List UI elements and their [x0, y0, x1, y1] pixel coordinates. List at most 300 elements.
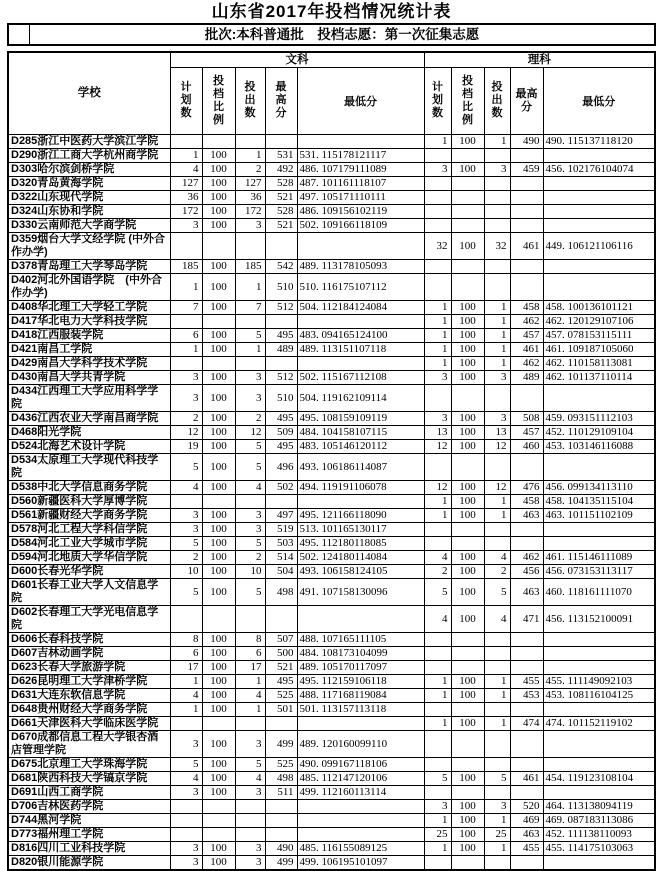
wenke-min-score: 504. 112184124084	[297, 301, 424, 315]
like-ratio: 100	[451, 551, 484, 565]
wenke-min-score	[297, 233, 424, 260]
like-sent-count: 25	[484, 828, 510, 842]
wenke-plan-count: 17	[170, 661, 202, 675]
like-min-score: 490. 115137118120	[543, 135, 655, 149]
wenke-min-score: 497. 105171110111	[297, 191, 424, 205]
like-ratio	[451, 786, 484, 800]
school-name: D706吉林医药学院	[8, 800, 170, 814]
table-row	[8, 772, 655, 786]
like-plan-count	[424, 219, 451, 233]
like-max-score: 489	[510, 371, 543, 385]
sent-label: 投出数	[491, 81, 503, 119]
wenke-max-score: 502	[265, 481, 297, 495]
like-plan-count: 25	[424, 828, 451, 842]
wenke-min-score	[297, 814, 424, 828]
wenke-plan-count: 3	[170, 371, 202, 385]
wenke-sent-count: 1	[235, 703, 265, 717]
like-max-score	[510, 758, 543, 772]
wenke-sent-count	[235, 814, 265, 828]
wenke-max-score: 495	[265, 329, 297, 343]
wenke-ratio: 100	[202, 703, 235, 717]
school-name: D670成都信息工程大学银杏酒店管理学院	[8, 731, 170, 758]
wenke-ratio: 100	[202, 856, 235, 871]
wenke-ratio: 100	[202, 565, 235, 579]
table-row	[8, 731, 655, 758]
school-name: D816四川工业科技学院	[8, 842, 170, 856]
wenke-max-score: 499	[265, 731, 297, 758]
like-max-score: 457	[510, 426, 543, 440]
wenke-plan-count: 4	[170, 772, 202, 786]
wenke-sent-count	[235, 800, 265, 814]
like-min-score	[543, 758, 655, 772]
wenke-min-score: 485. 112147120106	[297, 772, 424, 786]
like-min-score: 453. 108116104125	[543, 689, 655, 703]
wenke-max-score: 496	[265, 454, 297, 481]
like-plan-count: 1	[424, 495, 451, 509]
school-name: D623长春大学旅游学院	[8, 661, 170, 675]
wenke-max-score: 495	[265, 675, 297, 689]
like-min-score: 460. 118161111070	[543, 579, 655, 606]
like-plan-count: 3	[424, 412, 451, 426]
wenke-ratio: 100	[202, 412, 235, 426]
like-min-score	[543, 537, 655, 551]
like-sent-count	[484, 219, 510, 233]
wenke-min-score	[297, 828, 424, 842]
wenke-sent-count: 7	[235, 301, 265, 315]
like-max-score: 458	[510, 495, 543, 509]
like-ratio	[451, 274, 484, 301]
like-max-score: 471	[510, 606, 543, 633]
wenke-ratio	[202, 357, 235, 371]
wenke-plan-count: 4	[170, 163, 202, 177]
like-max-score: 476	[510, 481, 543, 495]
like-ratio: 100	[451, 371, 484, 385]
school-name: D434江西理工大学应用科学学院	[8, 385, 170, 412]
like-min-score	[543, 731, 655, 758]
like-min-score	[543, 856, 655, 871]
wenke-plan-count: 1	[170, 703, 202, 717]
wenke-ratio: 100	[202, 260, 235, 274]
wenke-plan-count: 10	[170, 565, 202, 579]
like-sent-count	[484, 260, 510, 274]
like-sent-count: 1	[484, 301, 510, 315]
wenke-min-score	[297, 315, 424, 329]
like-plan-count: 1	[424, 343, 451, 357]
wenke-sent-count: 172	[235, 205, 265, 219]
wenke-sent-count	[235, 495, 265, 509]
like-ratio: 100	[451, 426, 484, 440]
min-label: 最低分	[582, 96, 616, 108]
wenke-max-score: 489	[265, 343, 297, 357]
like-min-score: 456. 113152100091	[543, 606, 655, 633]
like-sent-count: 3	[484, 163, 510, 177]
like-ratio	[451, 731, 484, 758]
like-ratio: 100	[451, 440, 484, 454]
like-plan-count	[424, 177, 451, 191]
wenke-ratio: 100	[202, 163, 235, 177]
like-min-score: 463. 101151102109	[543, 509, 655, 523]
wenke-ratio: 100	[202, 579, 235, 606]
wenke-ratio	[202, 135, 235, 149]
wenke-sent-count	[235, 828, 265, 842]
max-label: 最高分	[275, 81, 287, 119]
wenke-plan-count	[170, 800, 202, 814]
wenke-max-score: 510	[265, 385, 297, 412]
table-row	[8, 509, 655, 523]
wenke-sent-count: 2	[235, 412, 265, 426]
like-max-score	[510, 260, 543, 274]
like-min-score	[543, 219, 655, 233]
wenke-min-score: 493. 106186114087	[297, 454, 424, 481]
like-sent-count: 13	[484, 426, 510, 440]
like-min-score: 458. 100136101121	[543, 301, 655, 315]
like-max-score	[510, 523, 543, 537]
wenke-min-score: 504. 119162109114	[297, 385, 424, 412]
like-min-score: 453. 103146116088	[543, 440, 655, 454]
like-max-score	[510, 149, 543, 163]
table-row	[8, 606, 655, 633]
like-ratio: 100	[451, 842, 484, 856]
wenke-plan-count: 7	[170, 301, 202, 315]
wenke-ratio: 100	[202, 509, 235, 523]
table-row	[8, 149, 655, 163]
wenke-sent-count: 3	[235, 523, 265, 537]
wenke-max-score: 521	[265, 219, 297, 233]
column-header-wenke-sent	[235, 68, 265, 135]
school-name: D430南昌大学共青学院	[8, 371, 170, 385]
wenke-sent-count: 1	[235, 343, 265, 357]
like-sent-count: 4	[484, 551, 510, 565]
wenke-max-score: 509	[265, 426, 297, 440]
table-row	[8, 856, 655, 871]
school-name: D681陕西科技大学镐京学院	[8, 772, 170, 786]
wenke-sent-count: 4	[235, 689, 265, 703]
school-name: D290浙江工商大学杭州商学院	[8, 149, 170, 163]
column-header-like-plan	[424, 68, 451, 135]
column-header-wenke-plan	[170, 68, 202, 135]
wenke-sent-count: 5	[235, 579, 265, 606]
wenke-min-score: 501. 113157113118	[297, 703, 424, 717]
like-ratio	[451, 537, 484, 551]
wenke-max-score: 500	[265, 647, 297, 661]
school-name: D538中北大学信息商务学院	[8, 481, 170, 495]
like-min-score: 452. 111138110093	[543, 828, 655, 842]
like-ratio: 100	[451, 357, 484, 371]
wenke-plan-count: 3	[170, 385, 202, 412]
ratio-label: 投档比例	[462, 74, 474, 126]
wenke-min-score: 490. 099167118106	[297, 758, 424, 772]
like-plan-count: 1	[424, 329, 451, 343]
like-plan-count: 12	[424, 481, 451, 495]
like-sent-count: 1	[484, 343, 510, 357]
wenke-plan-count: 1	[170, 149, 202, 163]
table-row	[8, 274, 655, 301]
like-ratio: 100	[451, 481, 484, 495]
like-sent-count	[484, 661, 510, 675]
like-sent-count: 1	[484, 509, 510, 523]
wenke-ratio: 100	[202, 842, 235, 856]
table-row	[8, 814, 655, 828]
like-max-score: 458	[510, 301, 543, 315]
table-header	[8, 52, 655, 135]
page-title: 山东省2017年投档情况统计表	[211, 2, 452, 21]
wenke-plan-count: 36	[170, 191, 202, 205]
wenke-sent-count	[235, 233, 265, 260]
like-plan-count: 1	[424, 689, 451, 703]
like-min-score: 455. 111149092103	[543, 675, 655, 689]
like-sent-count	[484, 731, 510, 758]
wenke-min-score	[297, 717, 424, 731]
like-plan-count	[424, 191, 451, 205]
like-sent-count	[484, 177, 510, 191]
min-label: 最低分	[344, 96, 377, 108]
batch-left-cell	[9, 25, 30, 44]
column-header-wenke-max	[265, 68, 297, 135]
like-min-score: 469. 087183113086	[543, 814, 655, 828]
like-plan-count: 1	[424, 717, 451, 731]
wenke-plan-count: 185	[170, 260, 202, 274]
sent-label: 投出数	[244, 81, 256, 119]
column-group-liberal-arts: 文科	[170, 52, 424, 68]
column-header-wenke-ratio	[202, 68, 235, 135]
wenke-min-score: 499. 112160113114	[297, 786, 424, 800]
wenke-plan-count	[170, 495, 202, 509]
wenke-plan-count	[170, 828, 202, 842]
wenke-sent-count: 1	[235, 675, 265, 689]
wenke-plan-count: 3	[170, 786, 202, 800]
like-sent-count	[484, 633, 510, 647]
like-ratio	[451, 454, 484, 481]
like-min-score	[543, 633, 655, 647]
like-plan-count	[424, 633, 451, 647]
table-row	[8, 371, 655, 385]
like-min-score: 449. 106121106116	[543, 233, 655, 260]
like-sent-count	[484, 274, 510, 301]
like-plan-count	[424, 786, 451, 800]
school-name: D691山西工商学院	[8, 786, 170, 800]
wenke-ratio: 100	[202, 481, 235, 495]
like-sent-count: 1	[484, 357, 510, 371]
wenke-min-score: 499. 106195101097	[297, 856, 424, 871]
like-max-score	[510, 274, 543, 301]
wenke-plan-count: 12	[170, 426, 202, 440]
column-group-science: 理科	[424, 52, 655, 68]
wenke-plan-count: 172	[170, 205, 202, 219]
wenke-max-score: 495	[265, 440, 297, 454]
school-name: D330云南师范大学商学院	[8, 219, 170, 233]
like-sent-count: 1	[484, 717, 510, 731]
wenke-max-score	[265, 315, 297, 329]
like-ratio: 100	[451, 315, 484, 329]
wenke-min-score: 495. 112159106118	[297, 675, 424, 689]
table-row	[8, 135, 655, 149]
wenke-sent-count	[235, 315, 265, 329]
wenke-ratio: 100	[202, 633, 235, 647]
like-min-score: 456. 099134113110	[543, 481, 655, 495]
wenke-max-score	[265, 495, 297, 509]
wenke-max-score: 499	[265, 856, 297, 871]
school-name: D661天津医科大学临床医学院	[8, 717, 170, 731]
like-plan-count: 1	[424, 301, 451, 315]
wenke-max-score: 504	[265, 565, 297, 579]
like-max-score	[510, 731, 543, 758]
school-name: D601长春工业大学人文信息学院	[8, 579, 170, 606]
wenke-ratio: 100	[202, 149, 235, 163]
plan-label: 计划数	[180, 81, 192, 119]
like-min-score	[543, 454, 655, 481]
table-row	[8, 717, 655, 731]
wenke-max-score: 519	[265, 523, 297, 537]
like-sent-count: 1	[484, 814, 510, 828]
school-name: D429南昌大学科学技术学院	[8, 357, 170, 371]
wenke-sent-count: 2	[235, 551, 265, 565]
school-name: D606长春科技学院	[8, 633, 170, 647]
like-ratio	[451, 633, 484, 647]
like-sent-count	[484, 205, 510, 219]
wenke-min-score	[297, 495, 424, 509]
school-name: D303哈尔滨剑桥学院	[8, 163, 170, 177]
wenke-max-score	[265, 814, 297, 828]
wenke-max-score	[265, 606, 297, 633]
like-plan-count	[424, 274, 451, 301]
like-ratio: 100	[451, 675, 484, 689]
wenke-sent-count: 3	[235, 731, 265, 758]
table-row	[8, 703, 655, 717]
wenke-sent-count: 3	[235, 371, 265, 385]
wenke-max-score: 497	[265, 509, 297, 523]
like-plan-count: 1	[424, 135, 451, 149]
wenke-min-score: 489. 113178105093	[297, 260, 424, 274]
like-ratio	[451, 260, 484, 274]
like-max-score	[510, 786, 543, 800]
wenke-plan-count	[170, 814, 202, 828]
school-name: D584河北工业大学城市学院	[8, 537, 170, 551]
like-sent-count: 1	[484, 842, 510, 856]
like-plan-count: 13	[424, 426, 451, 440]
column-header-like-sent	[484, 68, 510, 135]
wenke-plan-count: 3	[170, 523, 202, 537]
like-max-score	[510, 703, 543, 717]
batch-line: 批次:本科普通批 投档志愿：第一次征集志愿	[204, 27, 480, 42]
wenke-min-score: 495. 121166118090	[297, 509, 424, 523]
wenke-sent-count: 5	[235, 758, 265, 772]
table-row	[8, 315, 655, 329]
school-name: D534太原理工大学现代科技学院	[8, 454, 170, 481]
school-name: D600长春光华学院	[8, 565, 170, 579]
like-sent-count	[484, 703, 510, 717]
column-header-wenke-min	[297, 68, 424, 135]
like-plan-count	[424, 856, 451, 871]
school-name: D820银川能源学院	[8, 856, 170, 871]
school-name: D594河北地质大学华信学院	[8, 551, 170, 565]
wenke-max-score: 510	[265, 274, 297, 301]
school-name: D417华北电力大学科技学院	[8, 315, 170, 329]
like-sent-count	[484, 191, 510, 205]
wenke-ratio: 100	[202, 772, 235, 786]
like-max-score: 463	[510, 579, 543, 606]
wenke-plan-count: 3	[170, 731, 202, 758]
like-max-score	[510, 537, 543, 551]
wenke-plan-count	[170, 717, 202, 731]
like-min-score: 459. 093151112103	[543, 412, 655, 426]
like-max-score	[510, 454, 543, 481]
like-ratio: 100	[451, 233, 484, 260]
school-name: D631大连东软信息学院	[8, 689, 170, 703]
wenke-min-score: 491. 107158130096	[297, 579, 424, 606]
wenke-min-score: 486. 109156102119	[297, 205, 424, 219]
wenke-sent-count: 3	[235, 842, 265, 856]
table-row	[8, 579, 655, 606]
wenke-ratio	[202, 233, 235, 260]
wenke-max-score: 512	[265, 301, 297, 315]
wenke-min-score: 489. 113151107118	[297, 343, 424, 357]
like-sent-count	[484, 786, 510, 800]
school-name: D675北京理工大学珠海学院	[8, 758, 170, 772]
wenke-max-score: 490	[265, 842, 297, 856]
like-ratio: 100	[451, 509, 484, 523]
school-name: D378青岛理工大学琴岛学院	[8, 260, 170, 274]
wenke-ratio: 100	[202, 191, 235, 205]
like-sent-count: 32	[484, 233, 510, 260]
like-max-score: 460	[510, 440, 543, 454]
like-ratio: 100	[451, 412, 484, 426]
wenke-max-score: 498	[265, 579, 297, 606]
like-ratio: 100	[451, 689, 484, 703]
wenke-sent-count: 3	[235, 219, 265, 233]
like-sent-count: 1	[484, 135, 510, 149]
table-row	[8, 260, 655, 274]
like-sent-count	[484, 647, 510, 661]
school-name: D408华北理工大学轻工学院	[8, 301, 170, 315]
wenke-plan-count: 4	[170, 481, 202, 495]
wenke-ratio: 100	[202, 274, 235, 301]
wenke-sent-count	[235, 606, 265, 633]
like-sent-count: 1	[484, 329, 510, 343]
wenke-ratio: 100	[202, 551, 235, 565]
wenke-ratio: 100	[202, 731, 235, 758]
like-ratio: 100	[451, 606, 484, 633]
wenke-plan-count	[170, 233, 202, 260]
wenke-plan-count: 5	[170, 454, 202, 481]
like-max-score: 461	[510, 233, 543, 260]
wenke-max-score: 521	[265, 661, 297, 675]
like-plan-count	[424, 149, 451, 163]
like-ratio: 100	[451, 579, 484, 606]
wenke-plan-count: 1	[170, 274, 202, 301]
wenke-ratio	[202, 315, 235, 329]
wenke-max-score	[265, 135, 297, 149]
table-row	[8, 633, 655, 647]
wenke-ratio: 100	[202, 689, 235, 703]
like-max-score	[510, 633, 543, 647]
wenke-sent-count: 3	[235, 509, 265, 523]
table-row	[8, 481, 655, 495]
wenke-plan-count: 19	[170, 440, 202, 454]
like-min-score: 462. 101137110114	[543, 371, 655, 385]
like-min-score	[543, 523, 655, 537]
like-ratio	[451, 758, 484, 772]
wenke-min-score: 483. 105146120112	[297, 440, 424, 454]
like-max-score	[510, 191, 543, 205]
like-sent-count: 1	[484, 689, 510, 703]
table-row	[8, 551, 655, 565]
school-name: D324山东协和学院	[8, 205, 170, 219]
like-sent-count: 2	[484, 565, 510, 579]
wenke-plan-count: 1	[170, 675, 202, 689]
like-plan-count	[424, 260, 451, 274]
like-ratio	[451, 661, 484, 675]
like-plan-count: 5	[424, 579, 451, 606]
